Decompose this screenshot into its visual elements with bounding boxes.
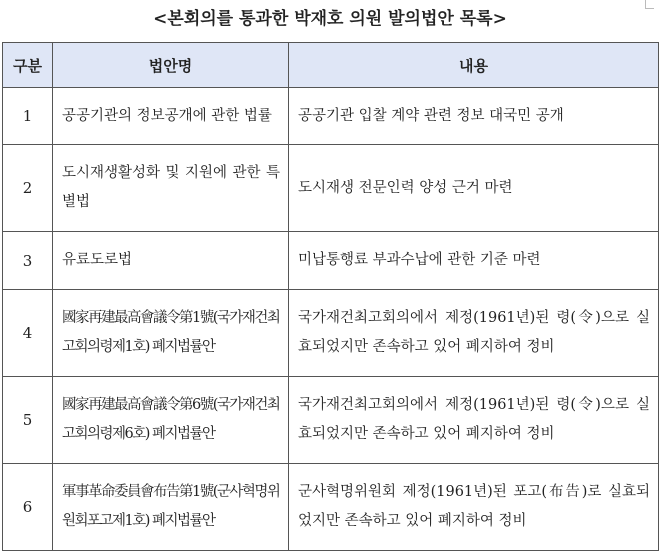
bill-list-table <box>2 42 659 551</box>
bill-content: 공공기관 입찰 계약 관련 정보 대국민 공개 <box>289 88 659 145</box>
bill-name: 유료도로법 <box>53 232 289 290</box>
row-number: 2 <box>3 145 53 232</box>
bill-content: 국가재건최고회의에서 제정(1961년)된 령(令)으로 실효되었지만 존속하고 있어 폐지하여 정비 <box>289 290 659 377</box>
bill-name: 軍事革命委員會布告第1號(군사혁명위원회포고제1호) 폐지법률안 <box>53 464 289 551</box>
table-row <box>3 377 659 464</box>
bill-content: 국가재건최고회의에서 제정(1961년)된 령(令)으로 실효되었지만 존속하고 있어 폐지하여 정비 <box>289 377 659 464</box>
bill-content: 도시재생 전문인력 양성 근거 마련 <box>289 145 659 232</box>
bill-name: 도시재생활성화 및 지원에 관한 특별법 <box>53 145 289 232</box>
row-number: 1 <box>3 88 53 145</box>
table-header-row <box>3 43 659 88</box>
header-bill-name: 법안명 <box>53 43 289 88</box>
header-content: 내용 <box>289 43 659 88</box>
bill-name: 國家再建最高會議令第6號(국가재건최고회의령제6호) 폐지법률안 <box>53 377 289 464</box>
bill-content: 미납통행료 부과수납에 관한 기준 마련 <box>289 232 659 290</box>
row-number: 5 <box>3 377 53 464</box>
bill-content: 군사혁명위원회 제정(1961년)된 포고(布告)로 실효되었지만 존속하고 있어 폐지하여 정비 <box>289 464 659 551</box>
corner-mark <box>645 0 654 9</box>
row-number: 3 <box>3 232 53 290</box>
bill-name: 國家再建最高會議令第1號(국가재건최고회의령제1호) 폐지법률안 <box>53 290 289 377</box>
table-row <box>3 88 659 145</box>
table-row <box>3 464 659 551</box>
document-title: <본회의를 통과한 박재호 의원 발의법안 목록> <box>153 9 507 29</box>
row-number: 4 <box>3 290 53 377</box>
table-row <box>3 145 659 232</box>
table-row <box>3 232 659 290</box>
row-number: 6 <box>3 464 53 551</box>
bill-name: 공공기관의 정보공개에 관한 법률 <box>53 88 289 145</box>
header-category: 구분 <box>3 43 53 88</box>
table-row <box>3 290 659 377</box>
